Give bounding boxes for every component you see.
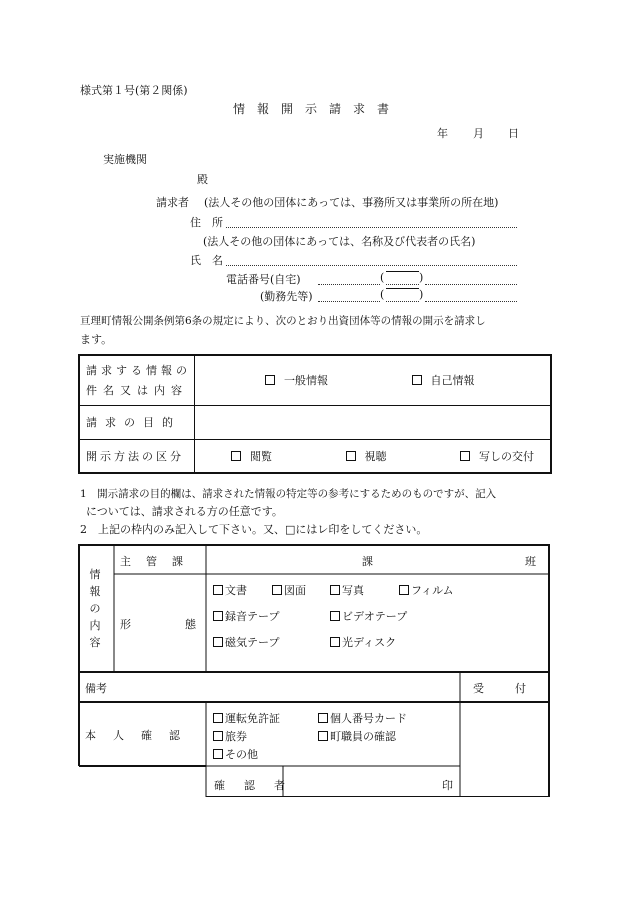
- id-mynumber[interactable]: [318, 710, 407, 726]
- remarks-label: 備考: [85, 682, 107, 695]
- form-film[interactable]: [399, 582, 454, 598]
- purpose-field[interactable]: [195, 405, 552, 439]
- checkbox-film[interactable]: [399, 585, 409, 595]
- checkbox-mynumber[interactable]: [318, 713, 328, 723]
- method-label: 開示方法の区分: [79, 439, 195, 473]
- form-label: 形 態: [120, 618, 198, 631]
- subject-value-cell[interactable]: [195, 355, 552, 405]
- requester-label: 請求者: [156, 196, 189, 209]
- form-optical-disk[interactable]: [330, 634, 396, 650]
- checkbox-passport[interactable]: [213, 731, 223, 741]
- name-note: (法人その他の団体にあっては、名称及び代表者の氏名): [203, 235, 476, 248]
- phone-work-field-c[interactable]: [425, 301, 517, 302]
- option-listen-label: 視聴: [364, 449, 387, 463]
- form-drawing[interactable]: [272, 582, 306, 598]
- purpose-label: 請求の目的: [79, 405, 195, 439]
- id-other[interactable]: [213, 746, 258, 762]
- option-copy-label: 写しの交付: [479, 449, 534, 463]
- form-magnetic-tape[interactable]: [213, 634, 279, 650]
- info-char-3: の: [89, 602, 101, 615]
- phone-work-field-b[interactable]: [386, 301, 419, 302]
- dept-label: 主 管 課: [120, 555, 185, 568]
- checkbox-optical-disk[interactable]: [330, 637, 340, 647]
- confirmer-label: 確 認 者: [214, 779, 289, 792]
- team-label: 班: [525, 555, 536, 568]
- phone-home-paren-open: (: [380, 271, 385, 284]
- checkbox-audio-tape[interactable]: [213, 611, 223, 621]
- confirmer-field[interactable]: [285, 768, 455, 796]
- honorific: 殿: [197, 173, 208, 186]
- phone-work-paren-top: [386, 288, 419, 289]
- phone-work-label: (勤務先等): [260, 290, 313, 303]
- phone-home-field-c[interactable]: [425, 284, 517, 285]
- info-char-2: 報: [89, 585, 101, 598]
- admin-table: [78, 544, 550, 797]
- form-photo[interactable]: [330, 582, 364, 598]
- subject-label-cell: [79, 355, 195, 405]
- checkbox-copy[interactable]: [460, 451, 470, 461]
- form-number: 様式第１号(第２関係): [80, 84, 188, 97]
- option-self[interactable]: [412, 374, 475, 387]
- name-field[interactable]: [226, 265, 517, 266]
- checkbox-view[interactable]: [231, 451, 241, 461]
- id-mynumber-label: 個人番号カード: [330, 712, 407, 725]
- id-staff-label: 町職員の確認: [330, 730, 396, 743]
- form-magnetic-tape-label: 磁気テープ: [225, 636, 280, 649]
- form-video-tape-label: ビデオテープ: [342, 610, 408, 623]
- id-license-label: 運転免許証: [225, 712, 280, 725]
- note-1-line-1: 1 開示請求の目的欄は、請求された情報の特定等の参考にするためのものですが、記入: [80, 488, 497, 500]
- option-view-label: 閲覧: [250, 449, 272, 463]
- info-content-label: [88, 566, 102, 651]
- checkbox-photo[interactable]: [330, 585, 340, 595]
- phone-home-label: 電話番号(自宅): [226, 273, 301, 286]
- option-general[interactable]: [265, 374, 328, 387]
- option-view[interactable]: [231, 450, 272, 463]
- checkbox-other[interactable]: [213, 749, 223, 759]
- id-staff[interactable]: [318, 728, 396, 744]
- form-audio-tape-label: 録音テープ: [225, 610, 280, 623]
- checkbox-document[interactable]: [213, 585, 223, 595]
- note-2: 2 上記の枠内のみ記入して下さい。又、□にはレ印をしてください。: [80, 523, 428, 536]
- subject-label-b: 件名又は内容: [86, 384, 188, 398]
- checkbox-drawing[interactable]: [272, 585, 282, 595]
- reception-label: 受 付: [473, 682, 529, 695]
- form-photo-label: 写真: [342, 584, 364, 597]
- admin-table-lines: [78, 544, 550, 797]
- section-label: 課: [362, 555, 373, 568]
- address-note: (法人その他の団体にあっては、事務所又は事業所の所在地): [204, 196, 499, 209]
- date-day: 日: [508, 127, 519, 140]
- date-month: 月: [473, 127, 484, 140]
- checkbox-general[interactable]: [265, 375, 275, 385]
- id-other-label: その他: [225, 748, 258, 761]
- option-general-label: 一般情報: [284, 374, 328, 388]
- name-label: 氏 名: [190, 254, 223, 267]
- info-char-4: 内: [89, 619, 101, 632]
- phone-home-paren-top: [386, 271, 419, 272]
- form-optical-disk-label: 光ディスク: [342, 636, 397, 649]
- address-label: 住 所: [190, 216, 223, 229]
- remarks-field[interactable]: [116, 674, 456, 700]
- id-passport-label: 旅券: [225, 730, 247, 743]
- phone-home-field-a[interactable]: [318, 284, 380, 285]
- form-film-label: フィルム: [411, 584, 454, 597]
- intro-line-2: ます。: [80, 333, 113, 346]
- form-audio-tape[interactable]: [213, 608, 279, 624]
- option-self-label: 自己情報: [430, 374, 475, 388]
- id-passport[interactable]: [213, 728, 247, 744]
- info-char-1: 情: [89, 568, 101, 581]
- phone-work-paren-close: ): [419, 288, 424, 301]
- checkbox-staff[interactable]: [318, 731, 328, 741]
- agency-label: 実施機関: [103, 153, 147, 166]
- date-year: 年: [437, 127, 448, 140]
- checkbox-license[interactable]: [213, 713, 223, 723]
- method-value-cell[interactable]: [195, 439, 552, 473]
- checkbox-listen[interactable]: [346, 451, 356, 461]
- address-field[interactable]: [226, 227, 517, 228]
- option-listen[interactable]: [346, 450, 387, 463]
- form-document[interactable]: [213, 582, 247, 598]
- request-table: [78, 354, 552, 474]
- phone-work-field-a[interactable]: [318, 301, 380, 302]
- phone-work-paren-open: (: [380, 288, 385, 301]
- intro-line-1: 亘理町情報公開条例第6条の規定により、次のとおり出資団体等の情報の開示を請求し: [80, 315, 486, 327]
- form-document-label: 文書: [225, 584, 247, 597]
- option-copy[interactable]: [460, 450, 534, 463]
- checkbox-self[interactable]: [412, 375, 422, 385]
- note-1-line-2: については、請求される方の任意です。: [86, 505, 283, 518]
- form-video-tape[interactable]: [330, 608, 407, 624]
- document-title: 情 報 開 示 請 求 書: [233, 102, 390, 116]
- phone-home-paren-close: ): [419, 271, 424, 284]
- phone-home-field-b[interactable]: [386, 284, 419, 285]
- identity-label: 本 人 確 認: [85, 729, 183, 742]
- seal-label: 印: [442, 779, 453, 792]
- info-char-5: 容: [89, 636, 101, 649]
- checkbox-magnetic-tape[interactable]: [213, 637, 223, 647]
- checkbox-video-tape[interactable]: [330, 611, 340, 621]
- form-drawing-label: 図面: [284, 584, 306, 597]
- id-license[interactable]: [213, 710, 280, 726]
- subject-label-a: 請求する情報の: [86, 364, 191, 378]
